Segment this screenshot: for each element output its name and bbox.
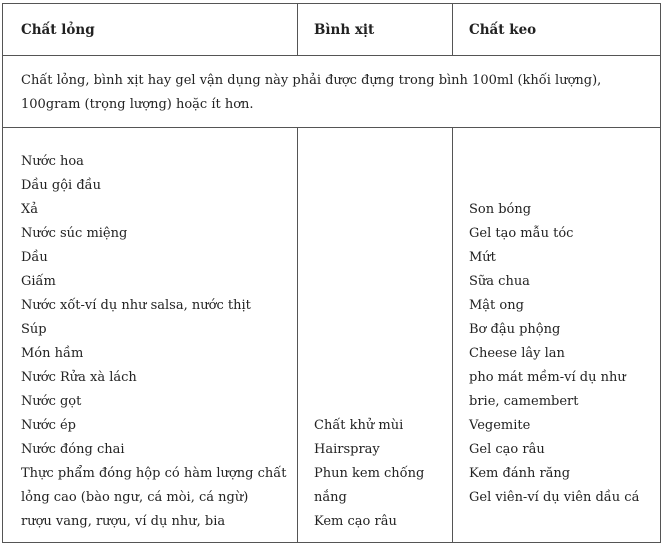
liquid-item: Nước hoa xyxy=(21,154,84,169)
gel-item: Kem đánh răng xyxy=(469,466,571,481)
liquid-item: lỏng cao (bào ngư, cá mòi, cá ngừ) xyxy=(21,490,249,505)
gel-item: Son bóng xyxy=(469,202,532,217)
note-text: Chất lỏng, bình xịt hay gel vận dụng này phải được đựng trong bình 100ml (khối lượng), 100gram (trọng lượng) hoặc ít hơn. xyxy=(21,73,602,112)
gel-item: Sữa chua xyxy=(469,274,530,289)
gel-item: Vegemite xyxy=(469,418,531,433)
liquid-item: Súp xyxy=(21,322,47,337)
column-divider xyxy=(452,4,453,55)
items-row xyxy=(3,128,660,542)
aerosols-list xyxy=(314,414,449,534)
aerosol-item: Phun kem chống xyxy=(314,466,425,481)
column-divider xyxy=(452,128,453,542)
liquid-item: Món hầm xyxy=(21,346,84,361)
liquids-list xyxy=(21,150,291,534)
column-divider xyxy=(297,128,298,542)
gel-item: Mật ong xyxy=(469,298,524,313)
gel-item: Cheese lây lan xyxy=(469,346,565,361)
liquid-item: Nước đóng chai xyxy=(21,442,125,457)
liquid-item: Nước gọt xyxy=(21,394,82,409)
header-aerosols: Bình xịt xyxy=(314,22,375,38)
liquid-item: Dầu gội đầu xyxy=(21,178,101,193)
gel-item: Mứt xyxy=(469,250,496,265)
header-gels: Chất keo xyxy=(469,22,537,38)
gel-item: Bơ đậu phộng xyxy=(469,322,561,337)
aerosol-item: Hairspray xyxy=(314,442,380,457)
gel-item: Gel tạo mẫu tóc xyxy=(469,226,574,241)
liquid-item: Nước Rửa xà lách xyxy=(21,370,137,385)
liquid-item: Nước xốt-ví dụ như salsa, nước thịt xyxy=(21,298,251,313)
aerosol-item: nắng xyxy=(314,490,347,505)
liquid-item: Dầu xyxy=(21,250,48,265)
note-row xyxy=(3,56,660,128)
liquid-item: Nước súc miệng xyxy=(21,226,128,241)
items-table xyxy=(2,3,661,543)
gel-item: brie, camembert xyxy=(469,394,579,409)
liquid-item: Xả xyxy=(21,202,39,217)
gel-item: pho mát mềm-ví dụ như xyxy=(469,370,626,385)
header-liquids: Chất lỏng xyxy=(21,22,95,38)
gel-item: Gel viên-ví dụ viên dầu cá xyxy=(469,490,640,505)
liquid-item: rượu vang, rượu, ví dụ như, bia xyxy=(21,514,226,529)
aerosol-item: Chất khử mùi xyxy=(314,418,404,433)
liquid-item: Thực phẩm đóng hộp có hàm lượng chất xyxy=(21,466,287,481)
liquid-item: Nước ép xyxy=(21,418,77,433)
table-header-row xyxy=(3,4,660,56)
column-divider xyxy=(297,4,298,55)
aerosol-item: Kem cạo râu xyxy=(314,514,397,529)
gel-item: Gel cạo râu xyxy=(469,442,545,457)
liquid-item: Giấm xyxy=(21,274,56,289)
gels-list xyxy=(469,198,654,510)
